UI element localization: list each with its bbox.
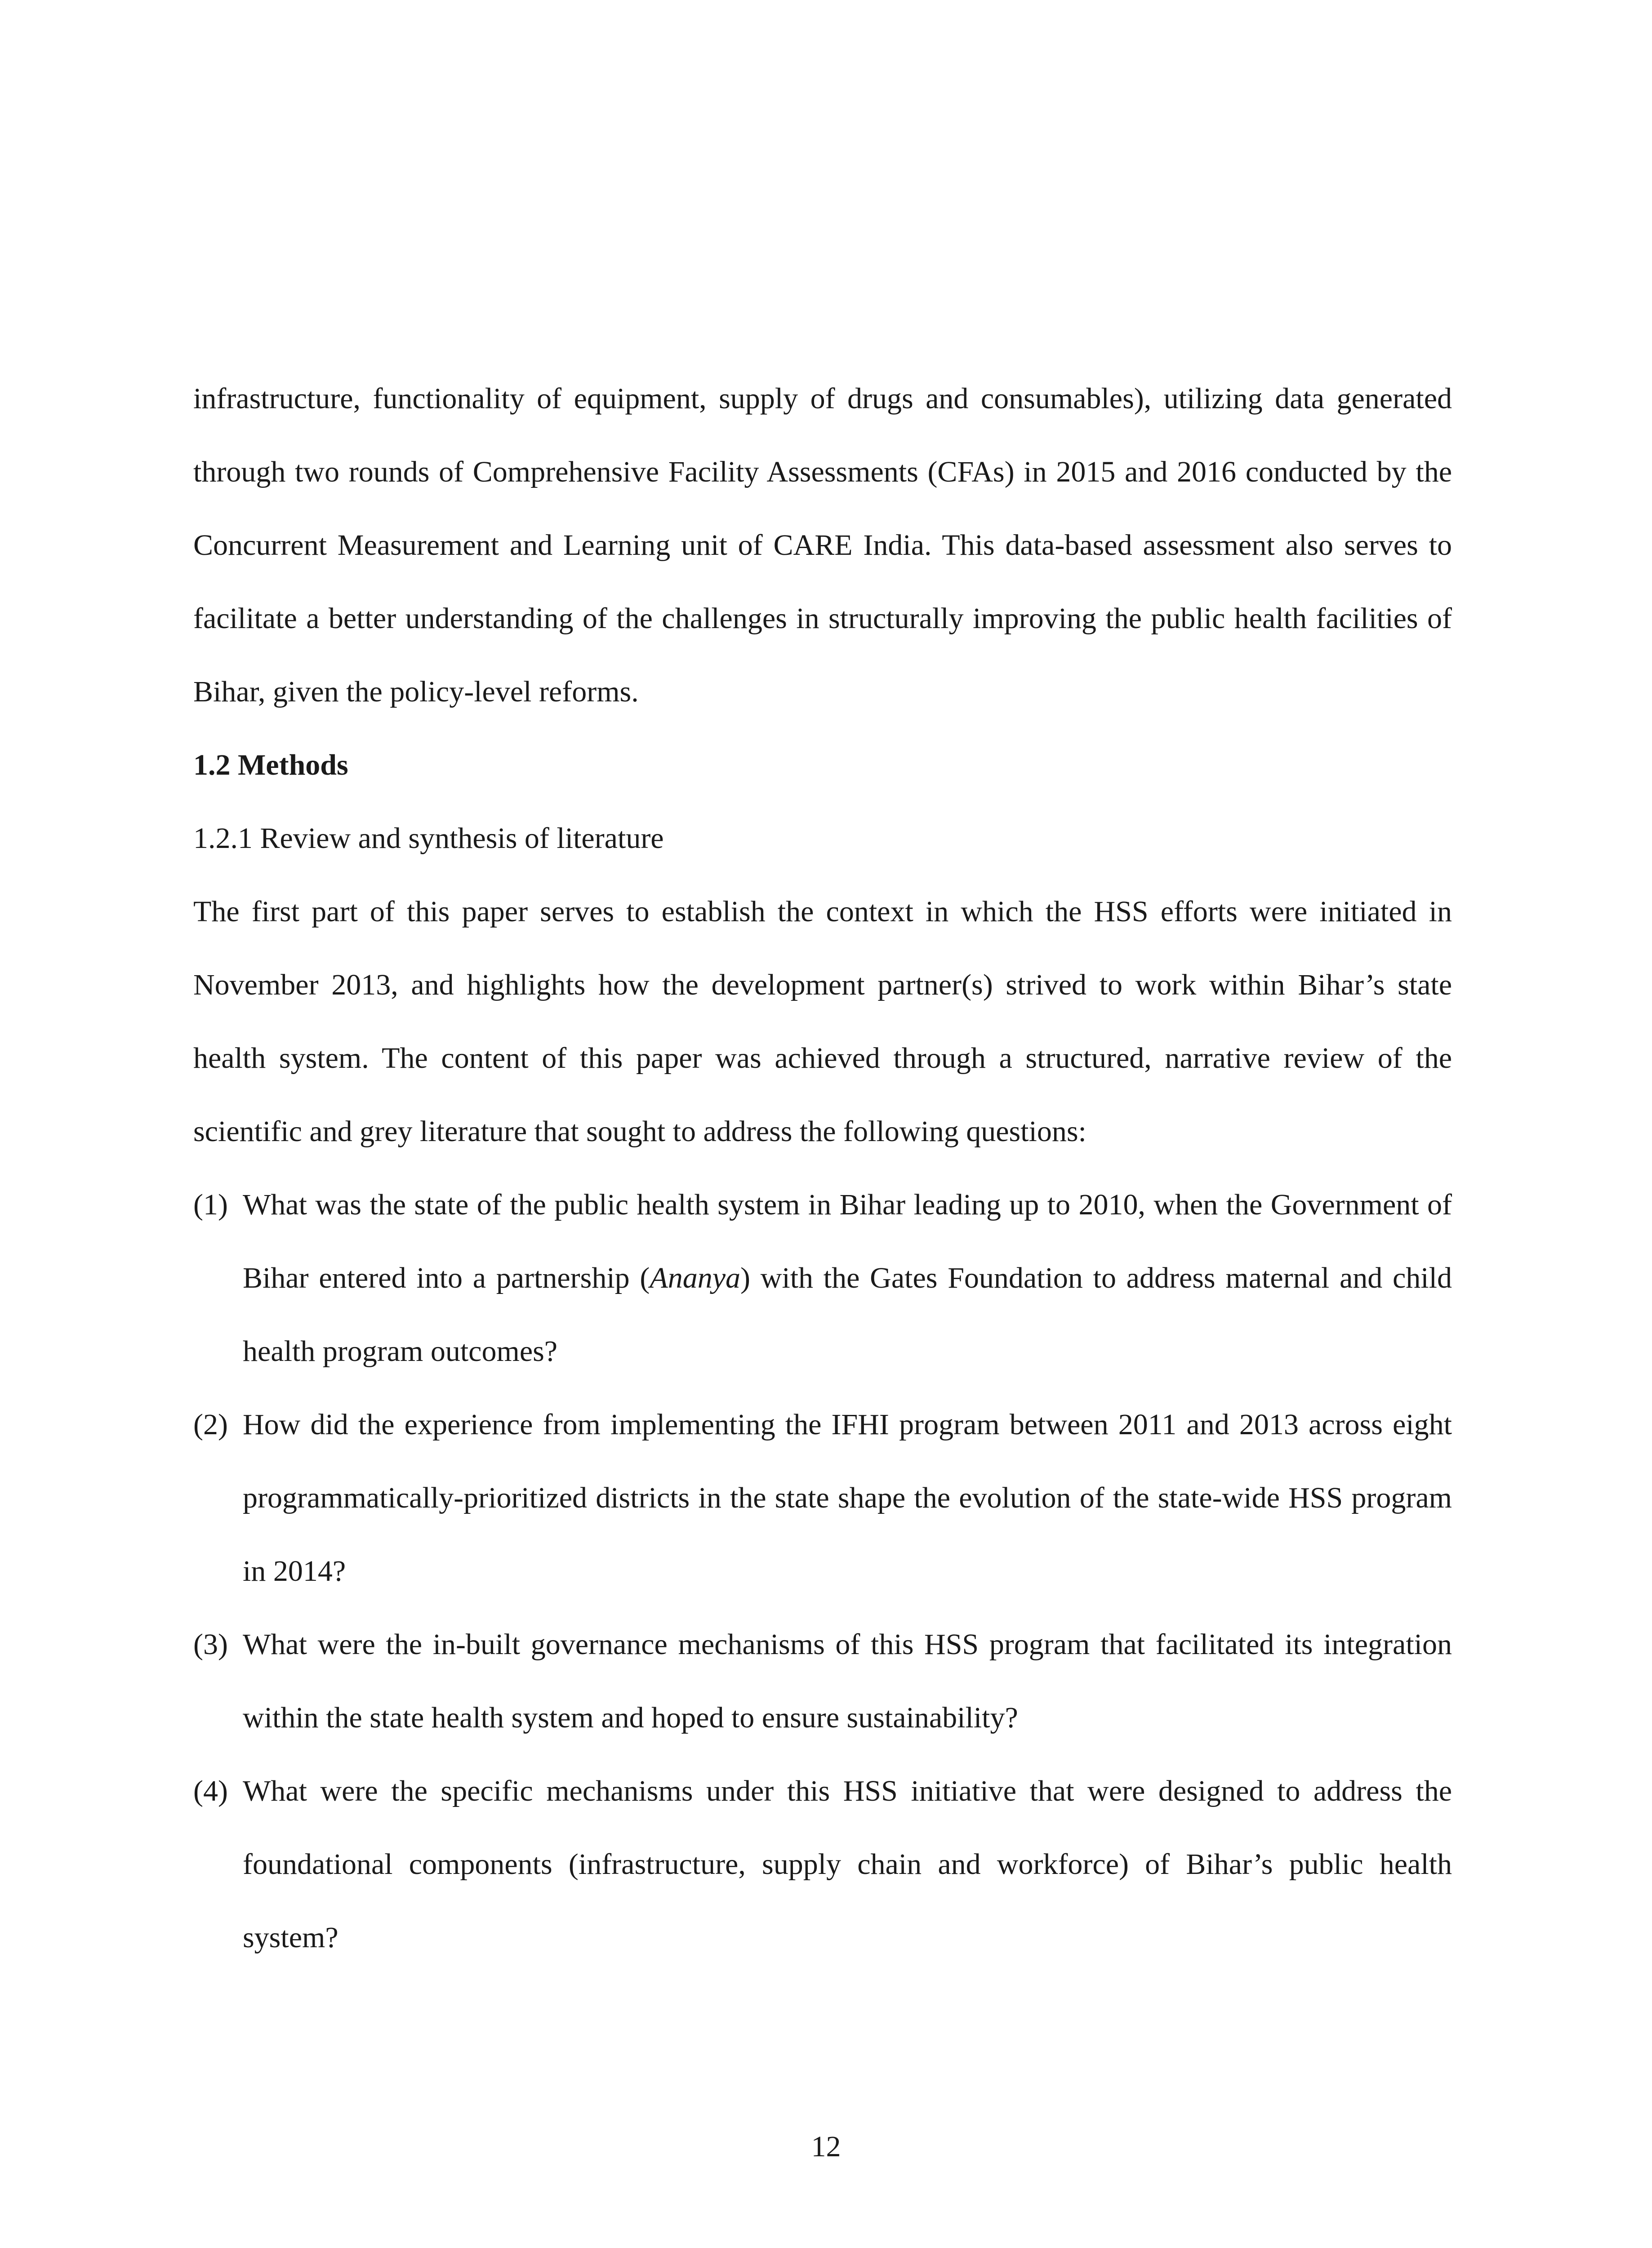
section-heading: 1.2 Methods: [193, 749, 348, 781]
question-item: [193, 1388, 1452, 1608]
intro-paragraph: infrastructure, functionality of equipment, supply of drugs and consumables), utilizing data generated through two rounds of Comprehensive Facility Assessments (CFAs) in 2015 and 2016 conducted by the Concurrent Measurement and Learning unit of CARE India. This data-based assessment also serves to facilitate a better understanding of the challenges in structurally improving the public health facilities of Bihar, given the policy-level reforms.: [193, 382, 1452, 708]
question-number: (1): [193, 1188, 228, 1221]
question-text: How did the experience from implementing the IFHI program between 2011 and 2013 across eight programmatically-prioritized districts in the state shape the evolution of the state-wide HSS program in 2014?: [243, 1408, 1452, 1588]
question-text: What were the specific mechanisms under this HSS initiative that were designed to address the foundational components (infrastructure, supply chain and workforce) of Bihar’s public health system?: [243, 1775, 1452, 1954]
question-text-part: ) with the Gates Foundation to address maternal and child health program outcomes?: [243, 1262, 1452, 1368]
subsection-heading: 1.2.1 Review and synthesis of literature: [193, 822, 664, 855]
methods-paragraph: The first part of this paper serves to establish the context in which the HSS efforts were initiated in November 2013, and highlights how the development partner(s) strived to work within Bihar’s state health system. The content of this paper was achieved through a structured, narrative review of the scientific and grey literature that sought to address the following questions:: [193, 895, 1452, 1148]
ananya-emphasis: Ananya: [650, 1262, 740, 1294]
document-body: [193, 362, 1452, 1974]
page-number: 12: [811, 2130, 841, 2163]
question-number: (4): [193, 1775, 228, 1807]
question-text: [243, 1168, 1452, 1388]
question-item: [193, 1608, 1452, 1754]
question-number: (2): [193, 1408, 228, 1441]
question-text-part: What was the state of the public health system in Bihar leading up to 2010, when the Government of Bihar entered into a partnership (: [243, 1188, 1452, 1294]
question-item: [193, 1754, 1452, 1974]
question-item: [193, 1168, 1452, 1388]
question-number: (3): [193, 1628, 228, 1661]
question-list: [193, 1168, 1452, 1974]
question-text: What were the in-built governance mechanisms of this HSS program that facilitated its integration within the state health system and hoped to ensure sustainability?: [243, 1628, 1452, 1734]
